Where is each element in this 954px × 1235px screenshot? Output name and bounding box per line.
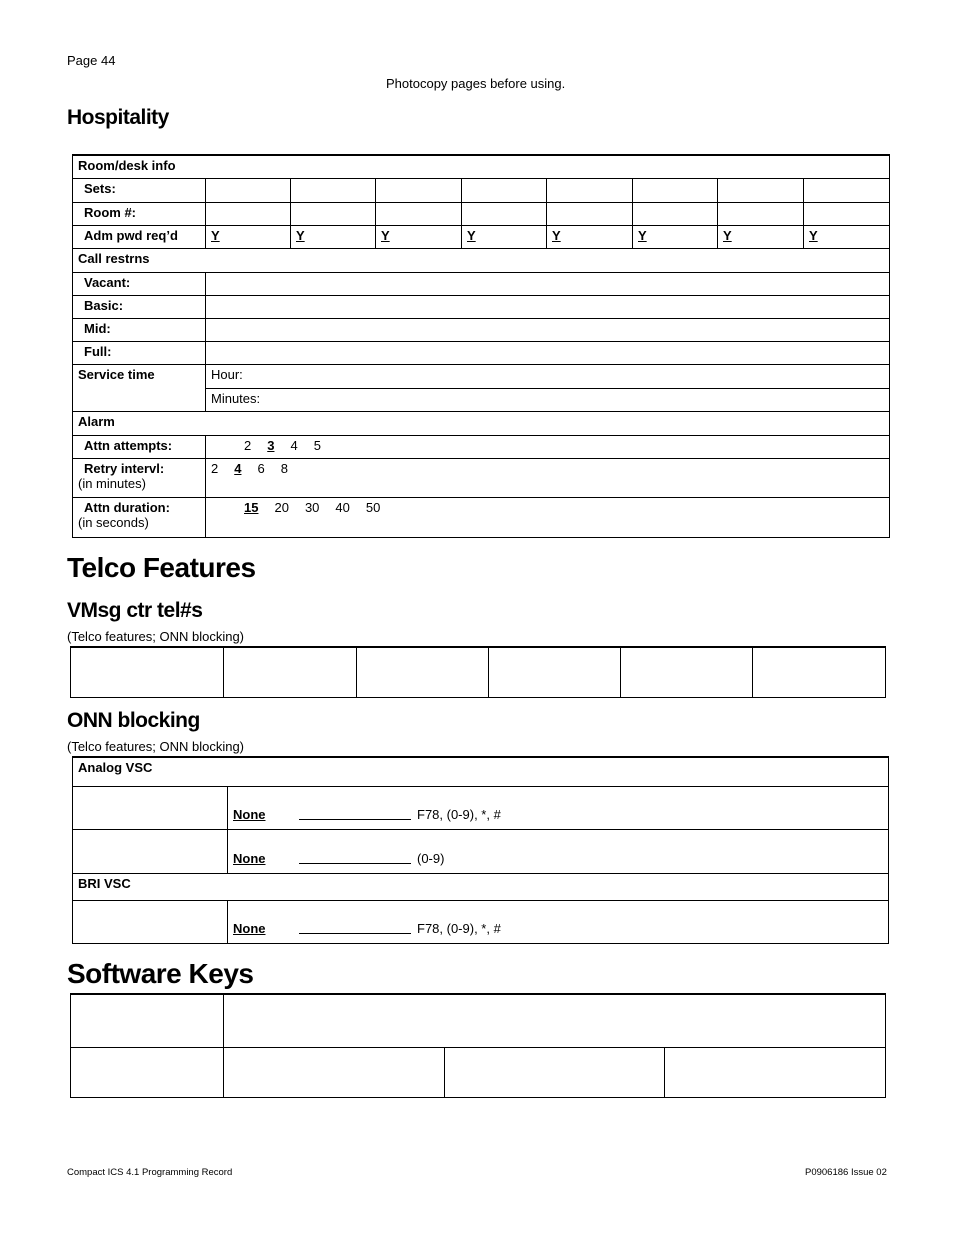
- full-cell[interactable]: [206, 341, 890, 364]
- retry-intervl-label: Retry intervl:: [84, 460, 165, 476]
- duration-option[interactable]: 20: [274, 499, 289, 515]
- basic-label: Basic:: [73, 295, 206, 318]
- software-key-cell[interactable]: [71, 994, 224, 1047]
- attn-duration-cell: [73, 497, 206, 537]
- attempts-option[interactable]: 4: [290, 437, 298, 453]
- adm-pwd-y-option[interactable]: Y: [638, 227, 647, 243]
- retry-option[interactable]: 6: [257, 460, 265, 476]
- footer-issue: P0906186 Issue 02: [805, 1167, 887, 1178]
- adm-pwd-label: Adm pwd req’d: [73, 225, 206, 248]
- adm-pwd-y-option[interactable]: Y: [381, 227, 390, 243]
- telco-features-heading: Telco Features: [67, 552, 256, 583]
- vacant-cell[interactable]: [206, 272, 890, 295]
- software-keys-heading: Software Keys: [67, 958, 254, 989]
- vmsg-table: [70, 646, 886, 698]
- room-cell[interactable]: [804, 202, 890, 225]
- room-cell[interactable]: [291, 202, 376, 225]
- none-option[interactable]: None: [233, 806, 266, 822]
- software-keys-table: [70, 993, 886, 1098]
- hour-field[interactable]: Hour:: [206, 364, 890, 388]
- analog-vsc-row2-options: [228, 829, 889, 873]
- retry-options: [206, 458, 890, 497]
- software-key-cell[interactable]: [224, 994, 886, 1047]
- duration-option[interactable]: 50: [365, 499, 381, 515]
- vmsg-cell[interactable]: [753, 647, 886, 697]
- digits-hint: (0-9): [417, 850, 445, 866]
- sets-cell[interactable]: [718, 178, 804, 202]
- retry-unit: (in minutes): [78, 475, 146, 491]
- analog-vsc-label: Analog VSC: [73, 757, 889, 786]
- sets-cell[interactable]: [804, 178, 890, 202]
- attempts-option-default[interactable]: 3: [267, 437, 275, 453]
- sets-cell[interactable]: [376, 178, 462, 202]
- room-cell[interactable]: [376, 202, 462, 225]
- full-label: Full:: [73, 341, 206, 364]
- adm-pwd-y-option[interactable]: Y: [467, 227, 476, 243]
- photocopy-notice: Photocopy pages before using.: [386, 76, 566, 91]
- retry-intervl-cell: [73, 458, 206, 497]
- entry-blank[interactable]: [299, 854, 411, 864]
- none-option[interactable]: None: [233, 920, 266, 936]
- attempts-option[interactable]: 2: [244, 437, 252, 453]
- retry-option[interactable]: 2: [211, 460, 219, 476]
- f78-hint: F78, (0-9), *, #: [417, 920, 501, 936]
- software-key-cell[interactable]: [445, 1047, 665, 1097]
- vmsg-subtitle: (Telco features; ONN blocking): [67, 629, 245, 644]
- sets-cell[interactable]: [547, 178, 633, 202]
- sets-cell[interactable]: [633, 178, 718, 202]
- sets-cell[interactable]: [462, 178, 547, 202]
- footer-title: Compact ICS 4.1 Programming Record: [67, 1167, 233, 1178]
- adm-pwd-y-option[interactable]: Y: [723, 227, 732, 243]
- duration-option[interactable]: 30: [304, 499, 320, 515]
- vacant-label: Vacant:: [73, 272, 206, 295]
- mid-label: Mid:: [73, 318, 206, 341]
- room-cell[interactable]: [206, 202, 291, 225]
- minutes-field[interactable]: Minutes:: [206, 388, 890, 411]
- software-key-cell[interactable]: [71, 1047, 224, 1097]
- room-cell[interactable]: [633, 202, 718, 225]
- retry-option-default[interactable]: 4: [234, 460, 242, 476]
- software-key-cell[interactable]: [665, 1047, 886, 1097]
- vmsg-cell[interactable]: [621, 647, 753, 697]
- vmsg-heading: VMsg ctr tel#s: [67, 599, 203, 622]
- adm-pwd-y-option[interactable]: Y: [296, 227, 305, 243]
- none-option[interactable]: None: [233, 850, 266, 866]
- analog-vsc-row2-cell[interactable]: [73, 829, 228, 873]
- bri-vsc-row-cell[interactable]: [73, 900, 228, 943]
- hospitality-table: [72, 154, 890, 538]
- attn-duration-label: Attn duration:: [84, 499, 170, 515]
- alarm-label: Alarm: [73, 411, 890, 435]
- vmsg-cell[interactable]: [224, 647, 357, 697]
- f78-hint: F78, (0-9), *, #: [417, 806, 501, 822]
- adm-pwd-y-option[interactable]: Y: [211, 227, 220, 243]
- basic-cell[interactable]: [206, 295, 890, 318]
- software-key-cell[interactable]: [224, 1047, 445, 1097]
- vmsg-cell[interactable]: [357, 647, 489, 697]
- onn-table: [72, 756, 889, 944]
- adm-pwd-y-option[interactable]: Y: [552, 227, 561, 243]
- analog-vsc-row1-options: [228, 786, 889, 829]
- attn-attempts-options: [206, 435, 890, 458]
- service-time-label: Service time: [73, 364, 206, 411]
- room-number-label: Room #:: [73, 202, 206, 225]
- duration-option[interactable]: 40: [335, 499, 350, 515]
- room-cell[interactable]: [718, 202, 804, 225]
- bri-vsc-row-options: [228, 900, 889, 943]
- duration-unit: (in seconds): [78, 514, 149, 530]
- analog-vsc-row1-cell[interactable]: [73, 786, 228, 829]
- onn-subtitle: (Telco features; ONN blocking): [67, 739, 245, 754]
- sets-cell[interactable]: [291, 178, 376, 202]
- sets-label: Sets:: [73, 178, 206, 202]
- vmsg-cell[interactable]: [71, 647, 224, 697]
- duration-options: [206, 497, 890, 537]
- adm-pwd-y-option[interactable]: Y: [809, 227, 818, 243]
- room-cell[interactable]: [462, 202, 547, 225]
- call-restrns-label: Call restrns: [73, 248, 890, 272]
- entry-blank[interactable]: [299, 810, 411, 820]
- attempts-option[interactable]: 5: [313, 437, 321, 453]
- vmsg-cell[interactable]: [489, 647, 621, 697]
- attn-attempts-label: Attn attempts:: [73, 435, 206, 458]
- bri-vsc-label: BRI VSC: [73, 873, 889, 900]
- onn-blocking-heading: ONN blocking: [67, 709, 200, 732]
- room-desk-info-label: Room/desk info: [73, 155, 890, 178]
- hospitality-heading: Hospitality: [67, 106, 169, 129]
- mid-cell[interactable]: [206, 318, 890, 341]
- entry-blank[interactable]: [299, 924, 411, 934]
- sets-cell[interactable]: [206, 178, 291, 202]
- page-number: Page 44: [67, 53, 116, 68]
- duration-option-default[interactable]: 15: [244, 499, 259, 515]
- room-cell[interactable]: [547, 202, 633, 225]
- retry-option[interactable]: 8: [280, 460, 288, 476]
